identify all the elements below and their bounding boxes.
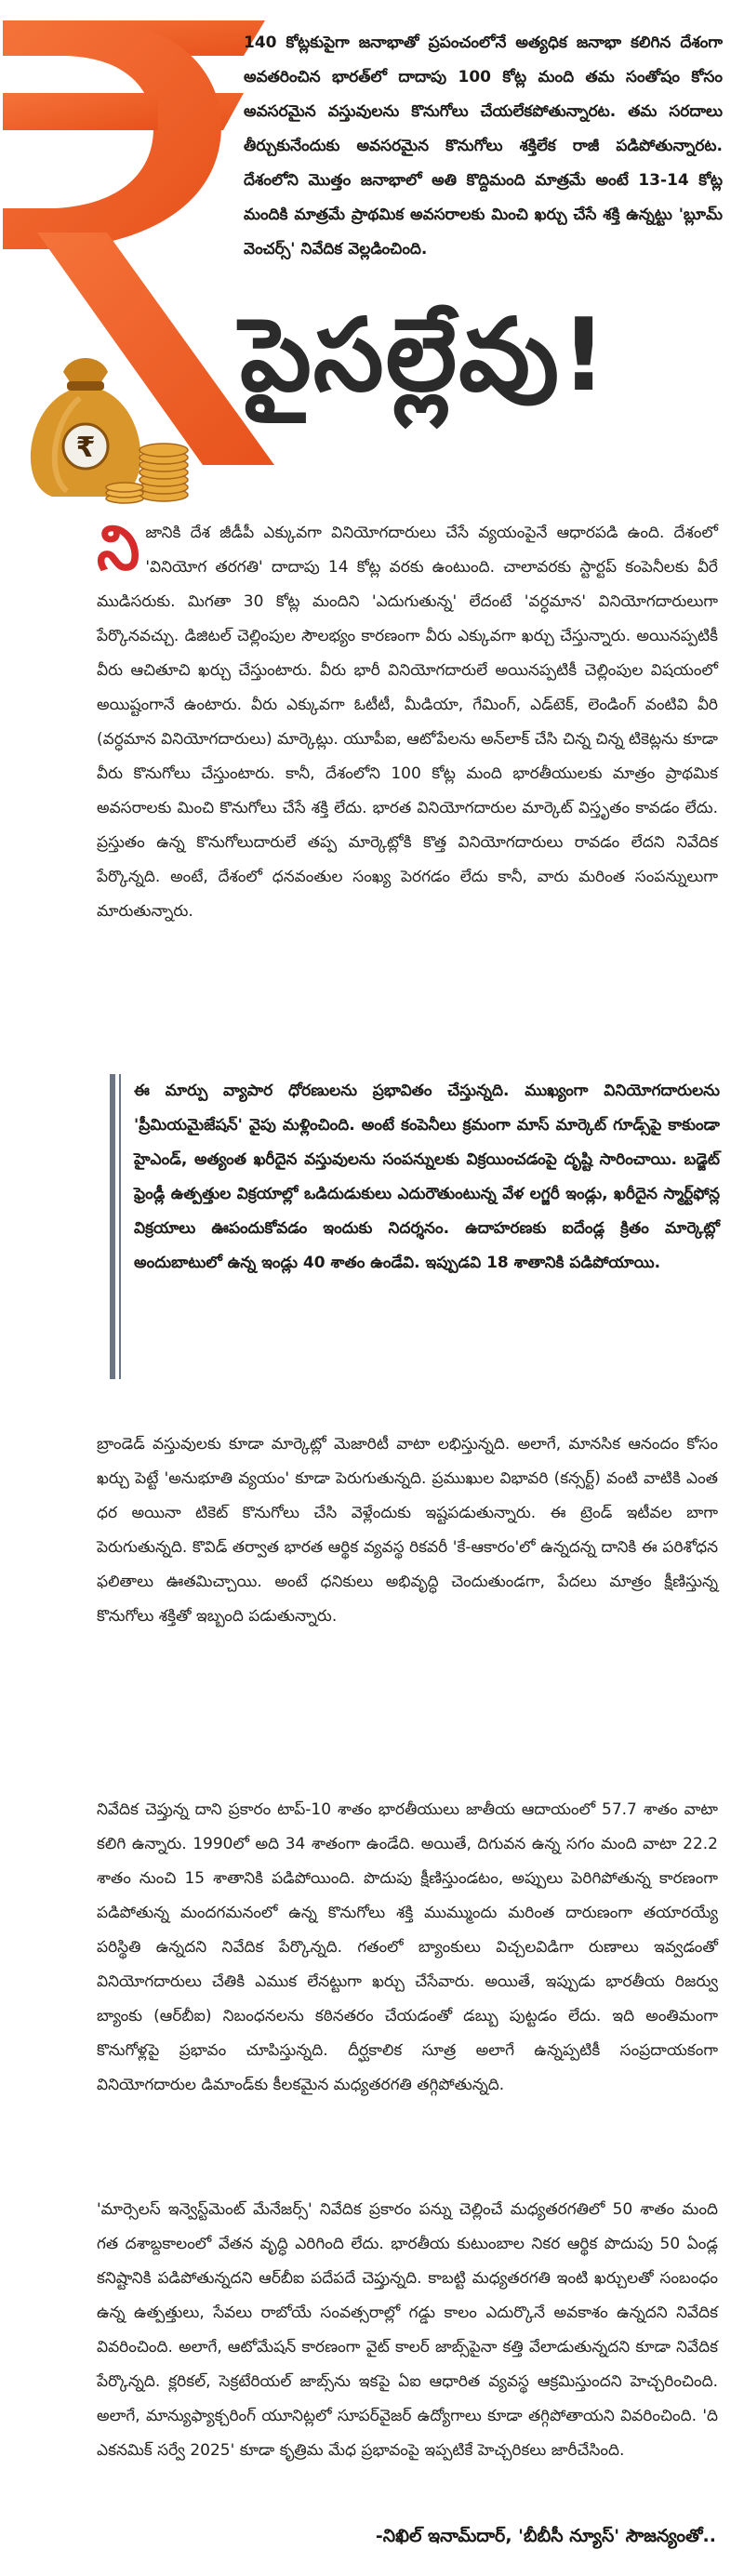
article-section-5: 'మార్సెలస్ ఇన్వెస్ట్‌మెంట్ మేనేజర్స్' నివేదిక ప్రకారం పన్ను చెల్లించే మధ్యతరగతిలో 50 శాతం మంది గత దశాబ్దకాలంలో వేతన వృద్ధి ఎరిగింది లేదు. భారతీయ కుటుంబాల నికర ఆర్థిక పొదుపు 50 ఏండ్ల కనిష్టానికి పడిపోతున్నదని ఆర్‌బీఐ పదేపదే చెప్తున్నది. కాబట్టి మధ్యతరగతి ఇంటి ఖర్చులతో సంబంధం ఉన్న ఉత్పత్తులు, సేవలు రాబోయే సంవత్సరాల్లో గడ్డు కాలం ఎదుర్కొనే అవకాశం ఉన్నదని నివేదిక వివరించింది. అలాగే, ఆటోమేషన్ కారణంగా వైట్ కాలర్ జాబ్స్‌పైనా కత్తి వేలాడుతున్నదని కూడా నివేదిక పేర్కొన్నది. క్లరికల్, సెక్రటేరియల్ జాబ్స్‌ను ఇకపై ఏఐ ఆధారిత వ్యవస్థ ఆక్రమిస్తుందని హెచ్చరించింది. అలాగే, మాన్యుఫ్యాక్చరింగ్ యూనిట్లలో సూపర్‌వైజర్ ఉద్యోగాలు కూడా తగ్గిపోతాయని వివరించింది. 'ది ఎకనమిక్ సర్వే 2025' కూడా కృత్రిమ మేధ ప్రభావంపై ఇప్పటికే హెచ్చరికలు జారీచేసింది. bbox=[97, 2200, 718, 2460]
section-1-text: జానికి దేశ జీడీపీ ఎక్కువగా వినియోగదారులు చేసే వ్యయంపైనే ఆధారపడి ఉంది. దేశంలో 'వినియోగ తరగతి' దాదాపు 14 కోట్ల వరకు ఉంటుంది. చాలావరకు స్టార్టప్ కంపెనీలకు వీరే ముడిసరుకు. మిగతా 30 కోట్ల మందిని 'ఎదుగుతున్న' లేదంటే 'వర్ధమాన' వినియోగదారులుగా పేర్కొనవచ్చు. డిజిటల్ చెల్లింపుల సౌలభ్యం కారణంగా వీరు ఎక్కువగా ఖర్చు చేస్తున్నారు. అయినప్పటికీ వీరు ఆచితూచి ఖర్చు చేస్తుంటారు. వీరు భారీ వినియోగదారులే అయినప్పటికీ చెల్లింపుల విషయంలో అయిష్టంగానే ఉంటారు. వీరు ఎక్కువగా ఓటీటీ, మీడియా, గేమింగ్, ఎడ్‌టెక్, లెండింగ్ వంటివి వీరి (వర్ధమాన వినియోగదారులు) మార్కెట్లు. యూపీఐ, ఆటోపేలను అన్‌లాక్ చేసి చిన్న చిన్న టికెట్లను కూడా వీరు కొనుగోలు చేస్తుంటారు. కానీ, దేశంలోని 100 కోట్ల మంది భారతీయులకు మాత్రం ప్రాథమిక అవసరాలకు మించి కొనుగోలు చేసే శక్తి లేదు. భారత వినియోగదారుల మార్కెట్ విస్తృతం కావడం లేదు. ప్రస్తుతం ఉన్న కొనుగోలుదారులే తప్ప మార్కెట్లోకి కొత్త వినియోగదారులు రావడం లేదని నివేదిక పేర్కొన్నది. అంటే, దేశంలో ధనవంతుల సంఖ్య పెరగడం లేదు కానీ, వారు మరింత సంపన్నులుగా మారుతున్నారు. bbox=[97, 524, 718, 921]
money-bag-icon bbox=[15, 346, 201, 504]
quote-bar-thin bbox=[119, 1074, 121, 1379]
headline: పైసల్లేవు! bbox=[240, 298, 609, 414]
quote-bar bbox=[110, 1074, 115, 1379]
byline: -నిఖిల్ ఇనామ్‌దార్, 'బీబీసీ న్యూస్' సౌజన్యంతో.. bbox=[375, 2526, 716, 2546]
article-section-4: నివేదిక చెప్తున్న దాని ప్రకారం టాప్-10 శాతం భారతీయులు జాతీయ ఆదాయంలో 57.7 శాతం వాటా కలిగి ఉన్నారు. 1990లో అది 34 శాతంగా ఉండేది. అయితే, దిగువన ఉన్న సగం మంది వాటా 22.2 శాతం నుంచి 15 శాతానికి పడిపోయింది. పొదుపు క్షీణిస్తుండటం, అప్పులు పెరిగిపోతున్న కారణంగా పడిపోతున్న మందగమనంలో ఉన్న కొనుగోలు శక్తి ముమ్ముందు మరింత దారుణంగా తయారయ్యే పరిస్థితి ఉన్నదని నివేదిక పేర్కొన్నది. గతంలో బ్యాంకులు విచ్చలవిడిగా రుణాలు ఇవ్వడంతో వినియోగదారులు చేతికి ఎముక లేనట్టుగా ఖర్చు చేసేవారు. అయితే, ఇప్పుడు భారతీయ రిజర్వు బ్యాంకు (ఆర్‌బీఐ) నిబంధనలను కఠినతరం చేయడంతో డబ్బు పుట్టడం లేదు. ఇది అంతిమంగా కొనుగోళ్లపై ప్రభావం చూపిస్తున్నది. దీర్ఘకాలిక సూత్ర అలాగే ఉన్నప్పటికీ సంప్రదాయకంగా వినియోగదారుల డిమాండ్‌కు కీలకమైన మధ్యతరగతి తగ్గిపోతున్నది. bbox=[97, 1800, 718, 2094]
article-section-3: బ్రాండెడ్ వస్తువులకు కూడా మార్కెట్లో మెజారిటీ వాటా లభిస్తున్నది. అలాగే, మానసిక ఆనందం కోసం ఖర్చు పెట్టే 'అనుభూతి వ్యయం' కూడా పెరుగుతున్నది. ప్రముఖుల విభావరి (కన్సర్ట్) వంటి వాటికి ఎంత ధర అయినా టికెట్ కొనుగోలు చేసి వెళ్లేందుకు ఇష్టపడుతున్నారు. ఈ ట్రెండ్ ఇటీవల బాగా పెరుగుతున్నది. కొవిడ్ తర్వాత భారత ఆర్థిక వ్యవస్థ రికవరీ 'కే-ఆకారం'లో ఉన్నదన్న దానికి ఈ పరిశోధన ఫలితాలు ఊతమిచ్చాయి. అంటే ధనికులు అభివృద్ధి చెందుతుండగా, పేదలు మాత్రం క్షీణిస్తున్న కొనుగోలు శక్తితో ఇబ్బంది పడుతున్నారు. bbox=[97, 1435, 718, 1626]
intro-paragraph: 140 కోట్లకుపైగా జనాభాతో ప్రపంచంలోనే అత్యధిక జనాభా కలిగిన దేశంగా అవతరించిన భారత్‌లో దాదాపు 100 కోట్ల మంది తమ సంతోషం కోసం అవసరమైన వస్తువులను కొనుగోలు చేయలేకపోతున్నారట. తమ సరదాలు తీర్చుకునేందుకు అవసరమైన కొనుగోలు శక్తిలేక రాజీ పడిపోతున్నారట. దేశంలోని మొత్తం జనాభాలో అతి కొద్దిమంది మాత్రమే అంటే 13-14 కోట్ల మందికి మాత్రమే ప్రాథమిక అవసరాలకు మించి ఖర్చు చేసే శక్తి ఉన్నట్టు 'బ్లూమ్ వెంచర్స్' నివేదిక వెల్లడించింది. bbox=[244, 33, 723, 259]
svg-text:₹: ₹ bbox=[75, 432, 96, 464]
highlight-quote-box bbox=[110, 1074, 720, 1379]
article-section-1 bbox=[97, 512, 718, 929]
drop-cap: ని bbox=[97, 512, 140, 584]
highlight-text: ఈ మార్పు వ్యాపార ధోరణులను ప్రభావితం చేస్తున్నది. ముఖ్యంగా వినియోగదారులను 'ప్రీమియమైజేషన్' వైపు మళ్లించింది. అంటే కంపెనీలు క్రమంగా మాస్ మార్కెట్ గూడ్స్‌పై కాకుండా హైఎండ్, అత్యంత ఖరీదైన వస్తువులను సంపన్నులకు విక్రయించడంపై దృష్టి సారించాయి. బడ్జెట్ ఫ్రెండ్లీ ఉత్పత్తుల విక్రయాల్లో ఒడిదుడుకులు ఎదురౌతుంటున్న వేళ లగ్జరీ ఇండ్లు, ఖరీదైన స్మార్ట్‌ఫోన్ల విక్రయాలు ఊపందుకోవడం ఇందుకు నిదర్శనం. ఉదాహరణకు ఐదేండ్ల క్రితం మార్కెట్లో అందుబాటులో ఉన్న ఇండ్లు 40 శాతం ఉండేవి. ఇప్పుడవి 18 శాతానికి పడిపోయాయి. bbox=[134, 1082, 720, 1272]
